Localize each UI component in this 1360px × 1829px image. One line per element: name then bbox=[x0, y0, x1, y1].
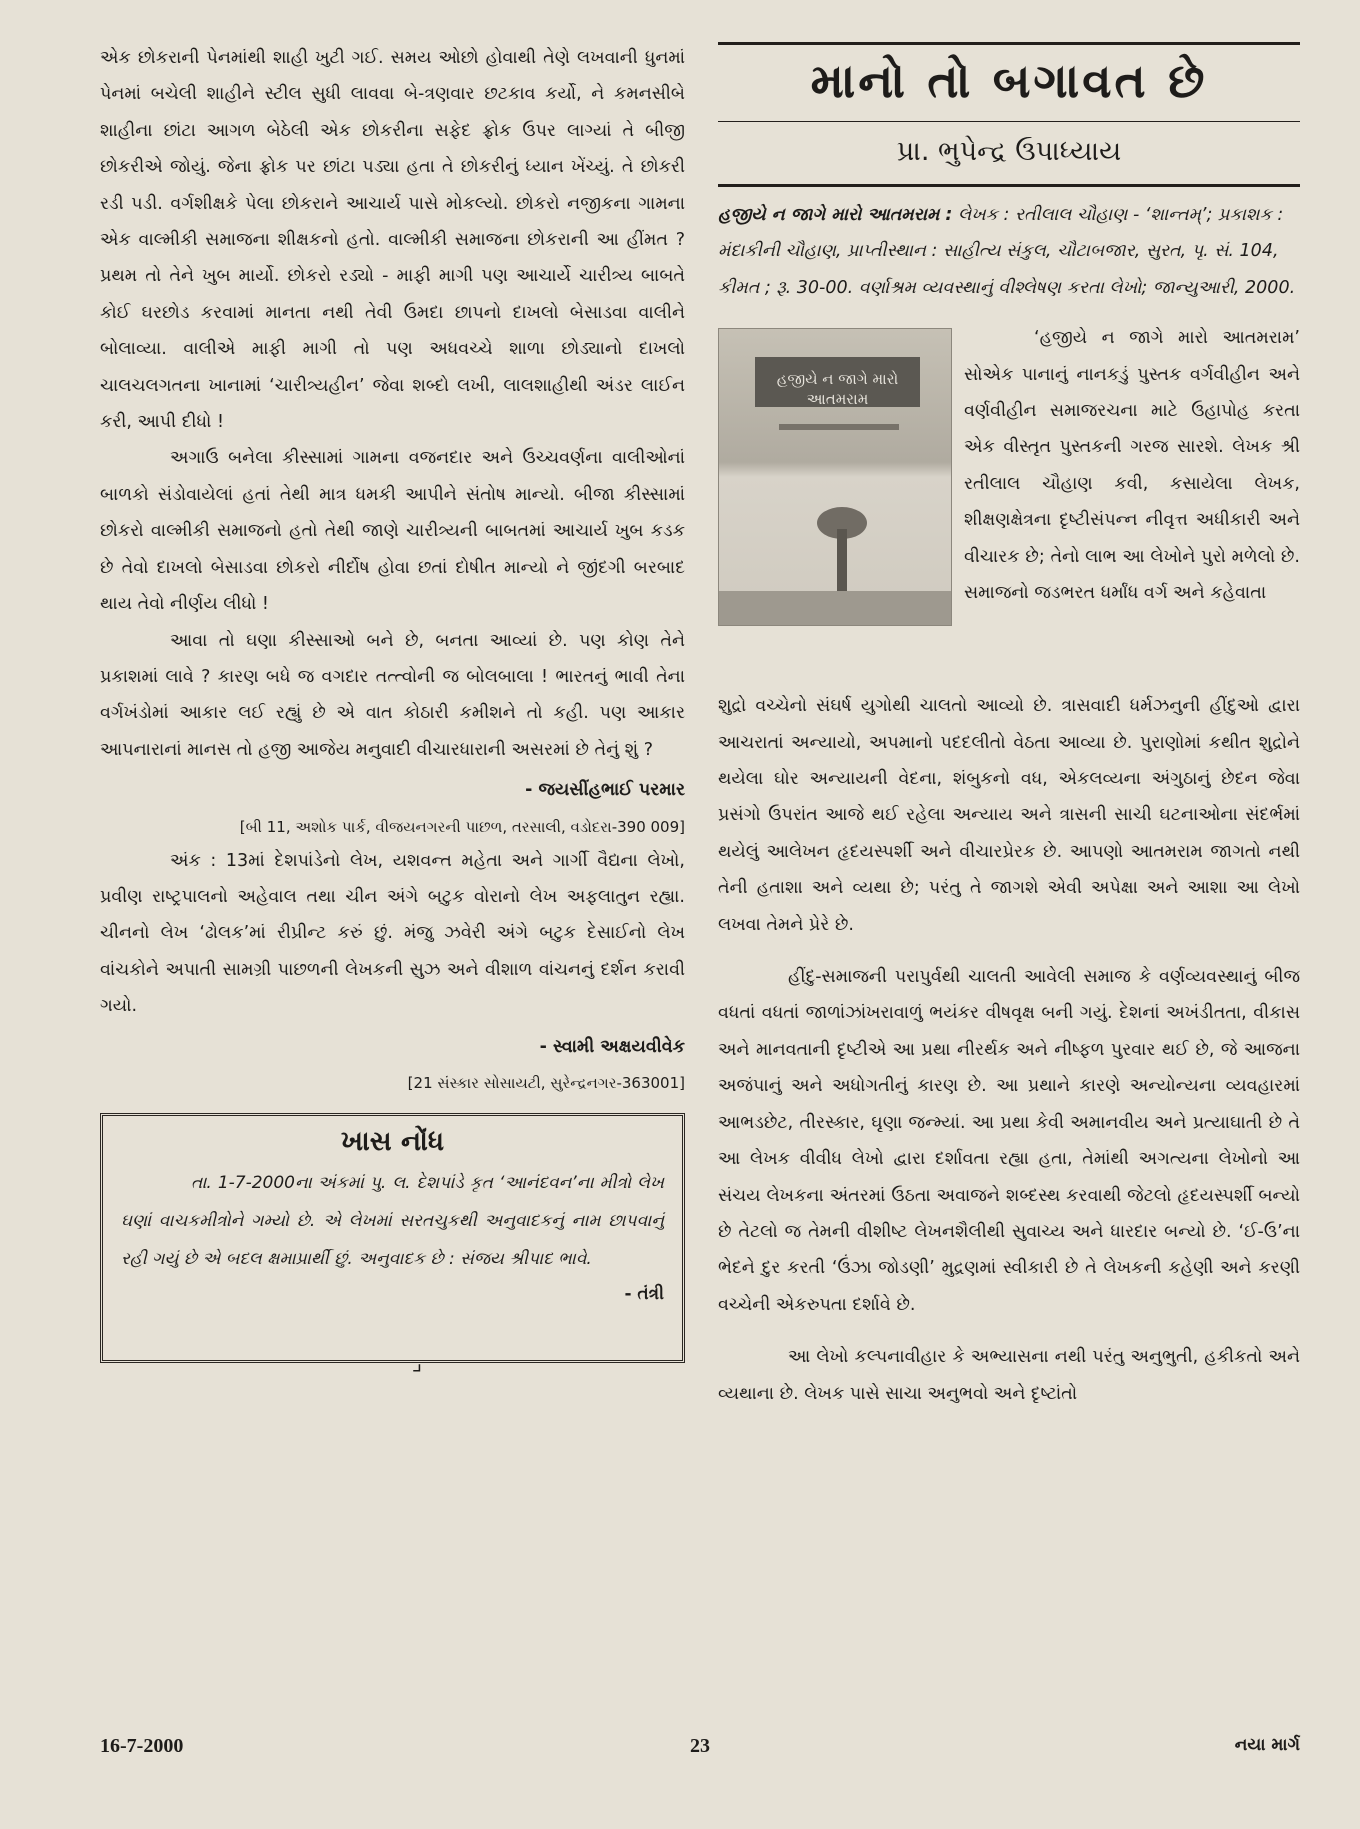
letter-signature: - જયસીંહભાઈ પરમાર bbox=[525, 780, 685, 801]
review-paragraph: ‘હજીયે ન જાગે મારો આતમરામ’ સોએક પાનાનું નાનકડું પુસ્તક વર્ગવીહીન અને વર્ણવીહીન સમાજરચના માટે ઉહાપોહ કરતા એક વીસ્તૃત પુસ્તકની ગરજ સારશે. લેખક શ્રી રતીલાલ ચૌહાણ કવી, કસાયેલા લેખક, શીક્ષણક્ષેત્રના દૃષ્ટીસંપન્ન નીવૃત્ત અધીકારી અને વીચારક છે; તેનો લાભ આ લેખોને પુરો મળેલો છે. સમાજનો જડભરત ધર્માંધ વર્ગ અને કહેવાતા bbox=[964, 328, 1300, 604]
book-cover-title: હજીયે ન જાગે મારો આતમરામ bbox=[776, 370, 899, 409]
book-cover-author-line bbox=[779, 424, 899, 430]
footer-page-number: 23 bbox=[690, 1735, 710, 1757]
letter-paragraph: એક છોકરાની પેનમાંથી શાહી ખુટી ગઈ. સમય ઓછો હોવાથી તેણે લખવાની ધુનમાં પેનમાં બચેલી શાહીને સ્ટીલ સુધી લાવવા બે-ત્રણવાર છટકાવ કર્યો, ને કમનસીબે શાહીના છાંટા આગળ બેઠેલી એક છોકરીના સફેદ ફ્રોક ઉપર લાગ્યાં તે બીજી છોકરીએ જોયું. જેના ફ્રોક પર છાંટા પડ્યા હતા તે છોકરીનું ધ્યાન ખેંચ્યું. તે છોકરી રડી પડી. વર્ગશીક્ષકે પેલા છોકરાને આચાર્ય પાસે મોકલ્યો. છોકરો નજીકના ગામના એક વાલ્મીકી સમાજના શીક્ષકનો હતો. વાલ્મીકી સમાજના છોકરાની આ હીંમત ? પ્રથમ તો તેને ખુબ માર્યો. છોકરો રડ્યો - માફી માગી પણ આચાર્યે ચારીત્ર્ય બાબતે કોઈ ઘરછોડ કરવામાં માનતા નથી તેવી ઉમદા છાપનો દાખલો બેસાડવા વાલીને બોલાવ્યા. વાલીએ માફી માગી તો પણ અધવચ્ચે શાળા છોડ્યાનો દાખલો ચાલચલગતના ખાનામાં ‘ચારીત્ર્યહીન’ જેવા શબ્દો લખી, લાલશાહીથી અંડર લાઈન કરી, આપી દીધો ! bbox=[100, 48, 685, 433]
note-signature: - તંત્રી bbox=[624, 1283, 664, 1304]
review-intro bbox=[718, 320, 1300, 688]
letter-paragraph: અગાઉ બનેલા કીસ્સામાં ગામના વજનદાર અને ઉચ્ચવર્ણના વાલીઓનાં બાળકો સંડોવાયેલાં હતાં તેથી માત્ર ધમકી આપીને સંતોષ માન્યો. બીજા કીસ્સામાં છોકરો વાલ્મીકી સમાજનો હતો તેથી જાણે ચારીત્ર્યની બાબતમાં આચાર્ય ખુબ કડક છે તેવો દાખલો બેસાડવા છોકરો નીર્દોષ હોવા છતાં દોષીત માન્યો ને જીંદગી બરબાદ થાય તેવો નીર્ણય લીધો ! bbox=[100, 448, 685, 615]
letter-address: [બી 11, અશોક પાર્ક, વીજયનગરની પાછળ, તરસાલી, વડોદરા-390 009] bbox=[239, 817, 685, 836]
review-paragraph: હીંદુ-સમાજની પરાપુર્વથી ચાલતી આવેલી સમાજ કે વર્ણવ્યવસ્થાનું બીજ વધતાં વધતાં જાળાંઝાંખરાવાળું ભયંકર વીષવૃક્ષ બની ગયું. દેશનાં અખંડીતતા, વીકાસ અને માનવતાની દૃષ્ટીએ આ પ્રથા નીરર્થક અને નીષ્ફળ પુરવાર થઈ છે, જે આજના અજંપાનું અને અધોગતીનું કારણ છે. આ પ્રથાને કારણે અન્યોન્યના વ્યવહારમાં આભડછેટ, તીરસ્કાર, ઘૃણા જન્મ્યાં. આ પ્રથા કેવી અમાનવીય અને પ્રત્યાઘાતી છે તે આ લેખક વીવીધ લેખો દ્વારા દર્શાવતા રહ્યા હતા, તેમાંથી અગત્યના લેખોનો આ સંચય લેખકના અંતરમાં ઉઠતા અવાજને શબ્દસ્થ કરવાથી જેટલો હૃદયસ્પર્શી બન્યો છે તેટલો જ તેમની વીશીષ્ટ લેખનશૈલીથી સુવાચ્ય અને ધારદાર બન્યો છે. ‘ઈ-ઉ’ના ભેદને દુર કરતી ‘ઉંઝા જોડણી’ મુદ્રણમાં સ્વીકારી છે તે લેખકની કહેણી અને કરણી વચ્ચેની એકરુપતા દર્શાવે છે. bbox=[718, 967, 1300, 1315]
special-note-box bbox=[100, 1113, 685, 1376]
corner-mark-icon: ⌟ bbox=[411, 1350, 422, 1376]
letter-signature: - સ્વામી અક્ષયવીવેક bbox=[539, 1036, 685, 1057]
footer-date: 16-7-2000 bbox=[100, 1735, 184, 1757]
note-title: ખાસ નોંધ bbox=[340, 1125, 445, 1157]
review-paragraph: આ લેખો કલ્પનાવીહાર કે અભ્યાસના નથી પરંતુ અનુભુતી, હકીકતો અને વ્યથાના છે. લેખક પાસે સાચા અનુભવો અને દૃષ્ટાંતો bbox=[718, 1347, 1300, 1404]
letter-paragraph: આવા તો ઘણા કીસ્સાઓ બને છે, બનતા આવ્યાં છે. પણ કોણ તેને પ્રકાશમાં લાવે ? કારણ બધે જ વગદાર તત્ત્વોની જ બોલબાલા ! ભારતનું ભાવી તેના વર્ગખંડોમાં આકાર લઈ રહ્યું છે એ વાત કોઠારી કમીશને તો કહી. પણ આકાર આપનારાનાં માનસ તો હજી આજેય મનુવાદી વીચારધારાની અસરમાં છે તેનું શું ? bbox=[100, 630, 685, 760]
article-author: પ્રા. ભુપેન્દ્ર ઉપાધ્યાય bbox=[896, 136, 1122, 167]
book-details bbox=[718, 197, 1300, 306]
letter-address: [21 સંસ્કાર સોસાયટી, સુરેન્દ્રનગર-363001] bbox=[407, 1073, 685, 1092]
letter-paragraph: અંક : 13માં દેશપાંડેનો લેખ, યશવન્ત મહેતા અને ગાર્ગી વૈદ્યના લેખો, પ્રવીણ રાષ્ટ્રપાલનો અહેવાલ તથા ચીન અંગે બટુક વોરાનો લેખ અફલાતુન રહ્યા. ચીનનો લેખ ‘ઢોલક’માં રીપ્રીન્ટ કરું છું. મંજુ ઝવેરી અંગે બટુક દેસાઈનો લેખ વાંચકોને અપાતી સામગ્રી પાછળની લેખકની સુઝ અને વીશાળ વાંચનનું દર્શન કરાવી ગયો. bbox=[100, 850, 685, 1017]
page-footer bbox=[100, 1735, 1300, 1765]
divider bbox=[718, 42, 1300, 45]
divider bbox=[718, 184, 1300, 187]
note-body: તા. 1-7-2000ના અંકમાં પુ. લ. દેશપાંડે કૃત ‘આનંદવન’ના મીત્રો લેખ ઘણાં વાચકમીત્રોને ગમ્યો છે. એ લેખમાં સરતચુકથી અનુવાદકનું નામ છાપવાનું રહી ગયું છે એ બદલ ક્ષમાપ્રાર્થી છું. અનુવાદક છે : સંજય શ્રીપાદ ભાવે. bbox=[121, 1172, 664, 1269]
article-headline: માનો તો બગાવત છે bbox=[810, 54, 1208, 109]
book-cover-image bbox=[718, 328, 952, 626]
ground bbox=[719, 591, 951, 625]
right-column bbox=[718, 30, 1300, 1412]
book-meta: લેખક : રતીલાલ ચૌહાણ - ‘શાન્તમ્’; પ્રકાશક : મંદાકીની ચૌહાણ, પ્રાપ્તીસ્થાન : સાહીત્ય સંકુલ, ચૌટાબજાર, સુરત, પૃ. સં. 104, કીમત ; રૂ. 30-00. વર્ણાશ્રમ વ્યવસ્થાનું વીશ્લેષણ કરતા લેખો; જાન્યુઆરી, 2000. bbox=[718, 205, 1296, 298]
book-title: હજીયે ન જાગે મારો આતમરામ : bbox=[718, 205, 953, 225]
footer-publication: નયા માર્ગ bbox=[1234, 1735, 1300, 1755]
left-column bbox=[100, 40, 685, 1376]
review-paragraph: શુદ્રો વચ્ચેનો સંઘર્ષ યુગોથી ચાલતો આવ્યો છે. ત્રાસવાદી ધર્મઝનુની હીંદુઓ દ્વારા આચરાતાં અન્યાયો, અપમાનો પદદલીતો વેઠતા આવ્યા છે. પુરાણોમાં કથીત શુદ્રોને થયેલા ઘોર અન્યાયની વેદના, શંબુકનો વધ, એકલવ્યના અંગુઠાનું છેદન જેવા પ્રસંગો ઉપરાંત આજે થઈ રહેલા અન્યાય અને ત્રાસની સાચી ઘટનાઓના સંદર્ભમાં થયેલું આલેખન હૃદયસ્પર્શી અને વીચારપ્રેરક છે. આપણો આતમરામ જાગતો નથી તેની હતાશા અને વ્યથા છે; પરંતુ તે જાગશે એવી અપેક્ષા અને આશા આ લેખો લખવા તેમને પ્રેરે છે. bbox=[718, 696, 1300, 935]
